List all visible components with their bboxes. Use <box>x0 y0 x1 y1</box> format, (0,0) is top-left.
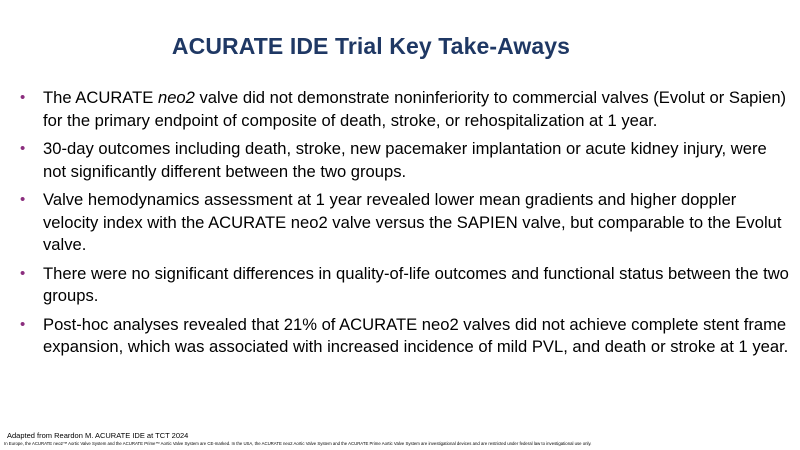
bullet-marker: • <box>20 140 26 157</box>
list-item <box>20 189 790 257</box>
bullet-text-italic: neo2 <box>157 88 195 107</box>
bullet-text-body: There were no significant differences in quality-of-life outcomes and functional status between the two groups. <box>43 263 789 305</box>
list-item <box>20 263 790 308</box>
bullet-marker: • <box>20 89 26 106</box>
bullet-text-body: Valve hemodynamics assessment at 1 year revealed lower mean gradients and higher doppler velocity index with the ACURATE neo2 valve versus the SAPIEN valve, but comparable to the Evolut valve. <box>43 190 782 254</box>
bullet-text-prefix: The ACURATE <box>43 88 158 107</box>
slide-title: ACURATE IDE Trial Key Take-Aways <box>171 33 571 59</box>
bullet-marker: • <box>20 315 26 333</box>
bullet-text <box>43 88 786 130</box>
bullet-text-body: 30-day outcomes including death, stroke, new pacemaker implantation or acute kidney injury, were not significantly different between the two groups. <box>43 139 767 181</box>
bullet-text-body: Post-hoc analyses revealed that 21% of ACURATE neo2 valves did not achieve complete stent frame expansion, which was associated with increased incidence of mild PVL, and death or stroke at 1 year. <box>43 314 789 356</box>
list-item <box>20 314 790 359</box>
list-item <box>20 87 790 132</box>
source-citation: Adapted from Reardon M. ACURATE IDE at TCT 2024 <box>7 431 189 440</box>
bullet-marker: • <box>20 264 26 282</box>
bullet-marker: • <box>20 191 26 208</box>
regulatory-disclaimer: In Europe, the ACURATE neo2™ Aortic Valve System and the ACURATE Prime™ Aortic Valve System are CE-marked. In the USA, the ACURATE neo2 Aortic Valve System and the ACURATE Prime Aortic Valve System are investigational devices and are restricted under federal law to investigational use only. <box>4 441 592 446</box>
bullet-text-body: valve did not demonstrate noninferiority to commercial valves (Evolut or Sapien) for the primary endpoint of composite of death, stroke, or rehospitalization at 1 year. <box>43 88 787 130</box>
takeaways-list <box>20 87 790 365</box>
list-item <box>20 138 790 183</box>
